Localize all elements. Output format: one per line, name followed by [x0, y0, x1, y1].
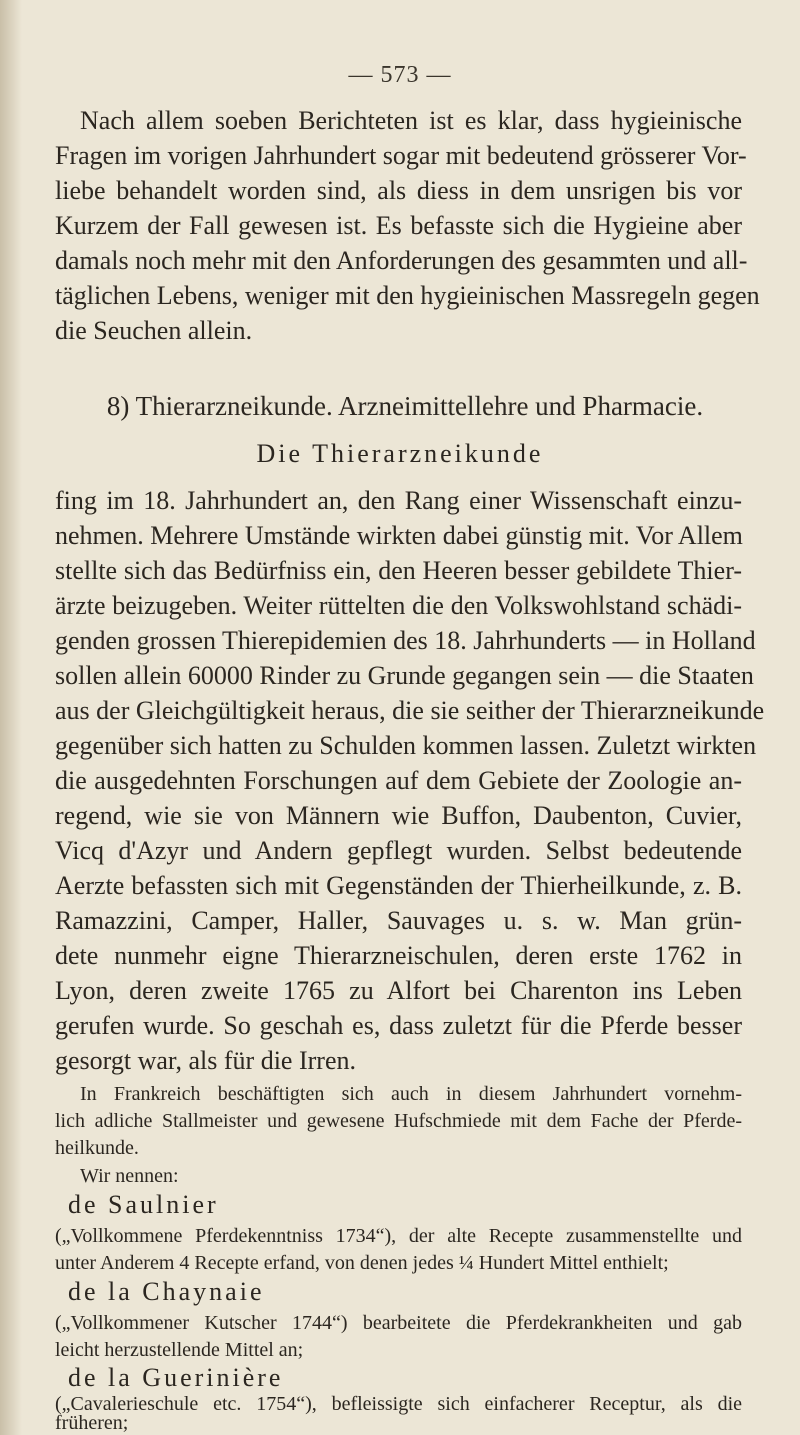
- footnote-line: früheren;: [55, 1412, 129, 1434]
- text-line: gegenüber sich hatten zu Schulden kommen lassen. Zuletzt wirkten: [55, 731, 757, 760]
- text-line: damals noch mehr mit den Anforderungen des gesammten und all-: [55, 246, 748, 275]
- author-name: de la Chaynaie: [68, 1277, 265, 1306]
- page-number: — 573 —: [348, 62, 452, 88]
- text-line: Vicq d'Azyr und Andern gepflegt wurden. Selbst bedeutende: [55, 836, 742, 865]
- text-line: Aerzte befassten sich mit Gegenständen der Thierheilkunde, z. B.: [55, 871, 742, 900]
- text-line: Kurzem der Fall gewesen ist. Es befasste sich die Hygieine aber: [55, 211, 742, 240]
- text-line: genden grossen Thierepidemien des 18. Jahrhunderts — in Holland: [55, 626, 756, 655]
- text-line: stellte sich das Bedürfniss ein, den Heeren besser gebildete Thier-: [55, 556, 742, 585]
- footnote-line: In Frankreich beschäftigten sich auch in diesem Jahrhundert vornehm-: [80, 1083, 742, 1105]
- text-line: Nach allem soeben Berichteten ist es klar, dass hygieinische: [80, 106, 742, 135]
- footnote-line: unter Anderem 4 Recepte erfand, von denen jedes ¼ Hundert Mittel enthielt;: [55, 1252, 669, 1274]
- text-line: täglichen Lebens, weniger mit den hygieinischen Massregeln gegen: [55, 281, 760, 310]
- footnote-line: („Vollkommener Kutscher 1744“) bearbeitete die Pferdekrankheiten und gab: [55, 1312, 742, 1334]
- text-line: die Seuchen allein.: [55, 316, 253, 345]
- footnote-line: lich adliche Stallmeister und gewesene Hufschmiede mit dem Fache der Pferde-: [55, 1110, 742, 1132]
- footnote-line: heilkunde.: [55, 1137, 139, 1159]
- author-name: de Saulnier: [68, 1190, 219, 1219]
- text-line: Lyon, deren zweite 1765 zu Alfort bei Charenton ins Leben: [55, 976, 742, 1005]
- text-line: liebe behandelt worden sind, als diess in dem unsrigen bis vor: [55, 176, 742, 205]
- text-line: Fragen im vorigen Jahrhundert sogar mit bedeutend grösserer Vor-: [55, 141, 747, 170]
- footnote-line: leicht herzustellende Mittel an;: [55, 1339, 304, 1361]
- text-line: regend, wie sie von Männern wie Buffon, Daubenton, Cuvier,: [55, 801, 742, 830]
- footnote-line: („Vollkommene Pferdekenntniss 1734“), der alte Recepte zusammenstellte und: [55, 1225, 742, 1247]
- subsection-title: Die Thierarzneikunde: [256, 439, 544, 468]
- text-line: Ramazzini, Camper, Haller, Sauvages u. s. w. Man grün-: [55, 906, 742, 935]
- text-line: die ausgedehnten Forschungen auf dem Gebiete der Zoologie an-: [55, 766, 742, 795]
- text-line: ärzte beizugeben. Weiter rüttelten die den Volkswohlstand schädi-: [55, 591, 742, 620]
- text-line: nehmen. Mehrere Umstände wirkten dabei günstig mit. Vor Allem: [55, 521, 743, 550]
- section-heading: 8) Thierarzneikunde. Arzneimittellehre und Pharmacie.: [106, 391, 704, 421]
- wir-nennen-label: Wir nennen:: [80, 1165, 179, 1187]
- text-line: dete nunmehr eigne Thierarzneischulen, deren erste 1762 in: [55, 941, 742, 970]
- author-name: de la Guerinière: [68, 1363, 284, 1392]
- text-line: aus der Gleichgültigkeit heraus, die sie seither der Thierarzneikunde: [55, 696, 765, 725]
- text-line: gerufen wurde. So geschah es, dass zuletzt für die Pferde besser: [55, 1011, 742, 1040]
- text-line: gesorgt war, als für die Irren.: [55, 1046, 356, 1075]
- footnote-line: („Cavalerieschule etc. 1754“), befleissigte sich einfacherer Receptur, als die: [55, 1393, 742, 1415]
- text-line: fing im 18. Jahrhundert an, den Rang einer Wissenschaft einzu-: [55, 486, 742, 515]
- text-line: sollen allein 60000 Rinder zu Grunde gegangen sein — die Staaten: [55, 661, 754, 690]
